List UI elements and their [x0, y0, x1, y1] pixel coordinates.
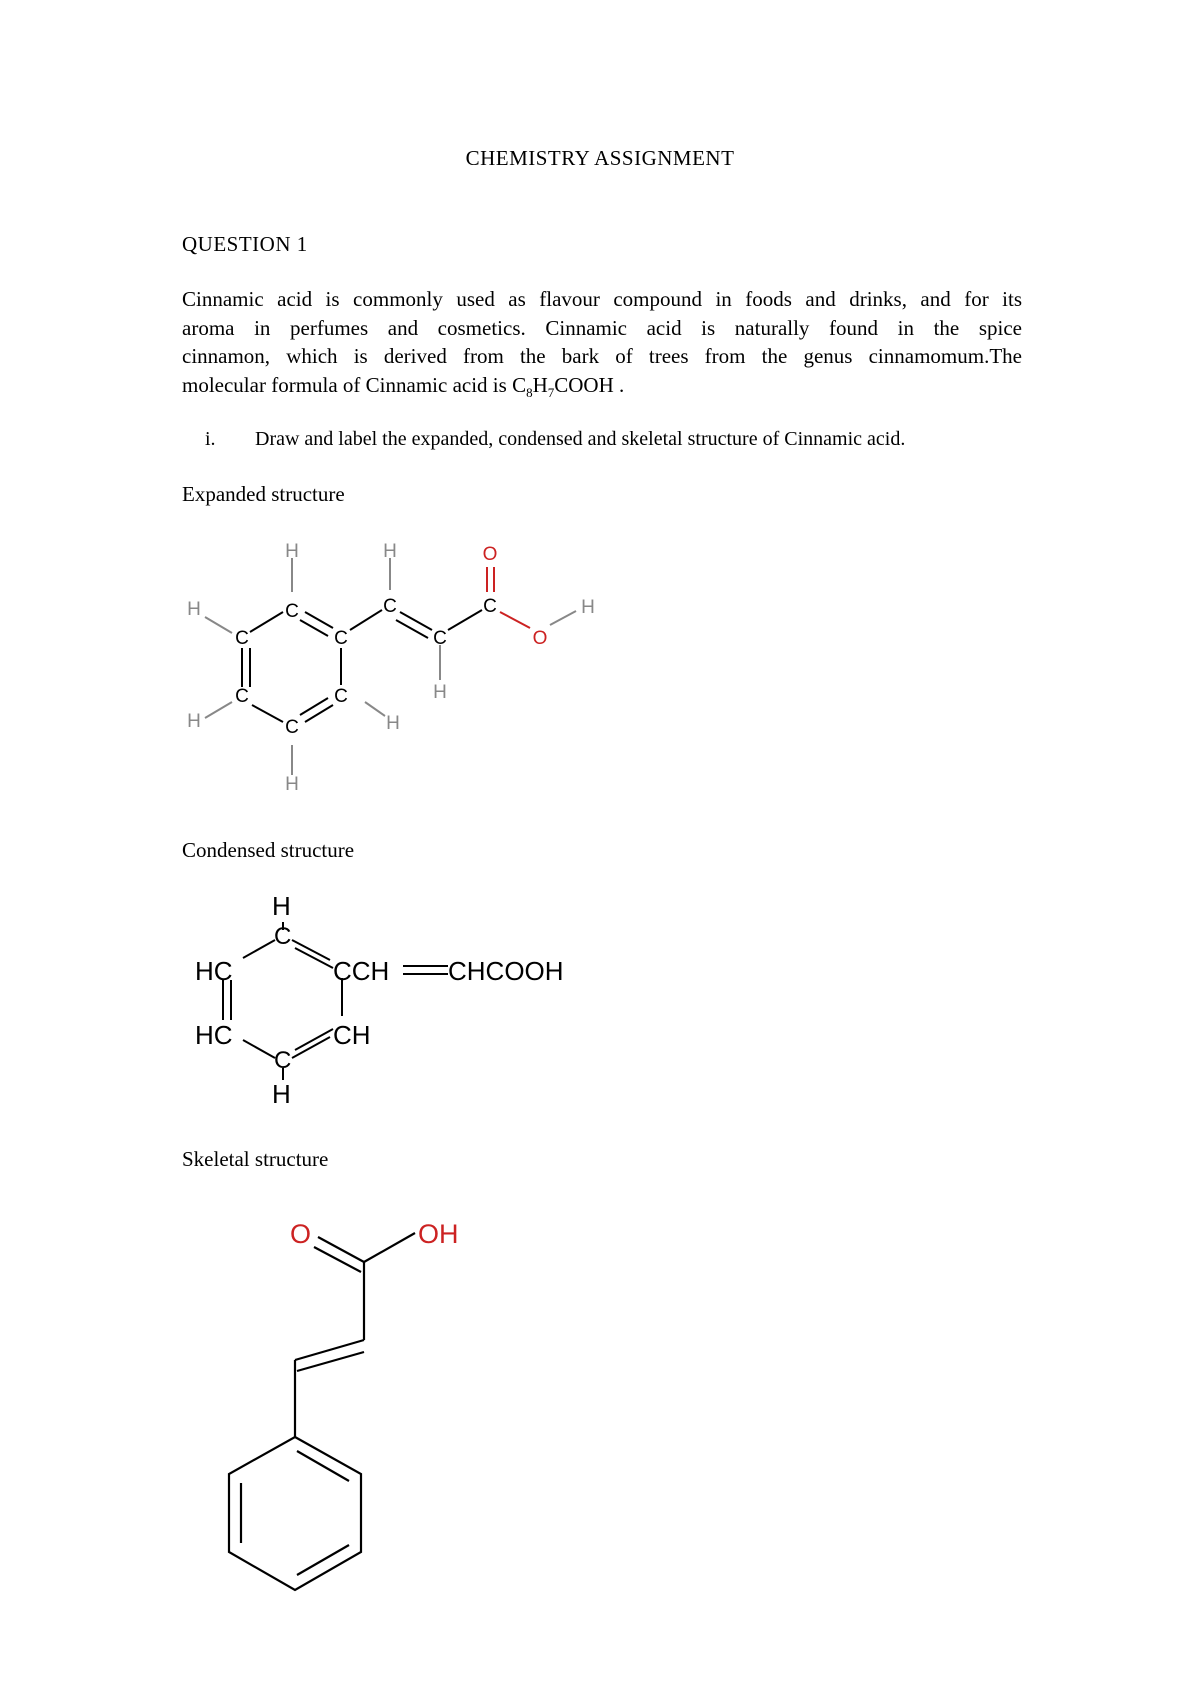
atom-o: O — [482, 544, 498, 565]
formula-sub-hydrogen: 7 — [547, 384, 555, 400]
skeletal-atom-labels — [290, 1219, 459, 1249]
skeletal-bonds — [229, 1233, 415, 1590]
paragraph-line-1: Cinnamic acid is commonly used as flavour compound in foods and drinks, and for its — [182, 287, 1022, 311]
task-text: Draw and label the expanded, condensed and skeletal structure of Cinnamic acid. — [255, 428, 906, 450]
skeletal-atom-o: O — [290, 1219, 312, 1249]
atom-h: H — [581, 597, 595, 618]
condensed-bonds — [223, 922, 448, 1080]
question-heading: QUESTION 1 — [182, 232, 308, 256]
condensed-atom-ch: CH — [333, 1020, 371, 1050]
paragraph-line-2: aroma in perfumes and cosmetics. Cinnamic acid is naturally found in the spice — [182, 315, 1022, 340]
page-title: CHEMISTRY ASSIGNMENT — [465, 146, 735, 170]
paragraph-line-3: cinnamon, which is derived from the bark of trees from the genus cinnamomum.The — [182, 344, 1022, 368]
question-paragraph — [182, 285, 1022, 407]
atom-c: C — [285, 717, 299, 738]
atom-c: C — [383, 596, 397, 617]
expanded-bonds — [205, 558, 576, 775]
atom-c: C — [433, 628, 447, 649]
atom-h: H — [285, 541, 299, 562]
skeletal-atom-oh: OH — [418, 1219, 459, 1249]
atom-h: H — [285, 774, 299, 795]
condensed-atom-hc: HC — [195, 956, 233, 986]
condensed-atom-chcooh: CHCOOH — [448, 956, 564, 986]
condensed-atom-h: H — [272, 891, 291, 921]
condensed-atom-h: H — [272, 1079, 291, 1109]
atom-h: H — [386, 713, 400, 734]
atom-c: C — [235, 686, 249, 707]
atom-h: H — [383, 541, 397, 562]
expanded-oxygen-bonds — [487, 567, 530, 628]
condensed-atom-c: C — [274, 923, 292, 950]
atom-h: H — [187, 599, 201, 620]
formula-prefix: molecular formula of Cinnamic acid is C — [182, 372, 527, 397]
expanded-structure-label: Expanded structure — [182, 482, 345, 506]
atom-h: H — [433, 682, 447, 703]
formula-sub-carbon: 8 — [526, 384, 533, 400]
formula-hydrogen: H — [532, 372, 548, 397]
condensed-structure-label: Condensed structure — [182, 838, 355, 862]
atom-c: C — [483, 596, 497, 617]
task-number: i. — [205, 428, 216, 450]
condensed-atom-cch: CCH — [333, 956, 390, 986]
condensed-atom-hc: HC — [195, 1020, 233, 1050]
atom-c: C — [235, 628, 249, 649]
atom-c: C — [285, 601, 299, 622]
condensed-atom-c: C — [274, 1047, 292, 1074]
paragraph-line-4 — [182, 371, 1022, 408]
skeletal-structure-label: Skeletal structure — [182, 1147, 329, 1171]
atom-h: H — [187, 711, 201, 732]
formula-suffix: COOH . — [554, 372, 625, 397]
atom-c: C — [334, 628, 348, 649]
atom-c: C — [334, 686, 348, 707]
atom-o: O — [532, 628, 548, 649]
expanded-atom-labels — [187, 541, 595, 795]
condensed-atom-labels — [195, 891, 564, 1109]
